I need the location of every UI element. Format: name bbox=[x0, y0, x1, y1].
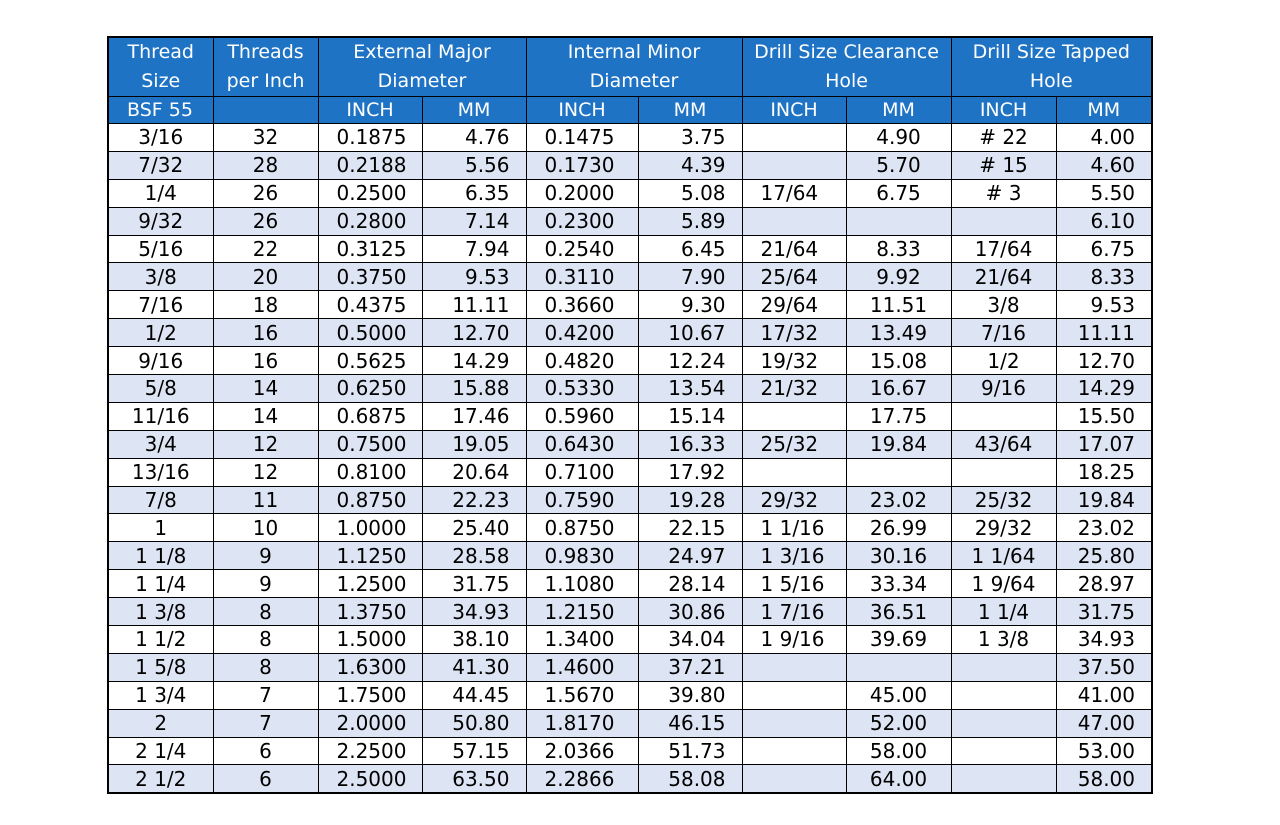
cell-clearance-mm: 4.90 bbox=[846, 124, 951, 152]
header-internal-minor bbox=[526, 37, 742, 97]
cell-thread-size: 1 1/2 bbox=[108, 626, 213, 654]
table-header bbox=[108, 37, 1152, 124]
cell-external-mm: 11.11 bbox=[422, 291, 526, 319]
table-row bbox=[108, 598, 1152, 626]
cell-thread-size: 1 3/4 bbox=[108, 681, 213, 709]
table-row bbox=[108, 347, 1152, 375]
cell-tpi: 6 bbox=[213, 737, 318, 765]
cell-internal-mm: 7.90 bbox=[638, 263, 742, 291]
table-row bbox=[108, 681, 1152, 709]
cell-external-mm: 63.50 bbox=[422, 765, 526, 793]
table-row bbox=[108, 124, 1152, 152]
cell-tapped-mm: 37.50 bbox=[1056, 653, 1152, 681]
cell-external-mm: 14.29 bbox=[422, 347, 526, 375]
cell-tapped-inch: # 15 bbox=[951, 151, 1056, 179]
cell-internal-inch: 0.6430 bbox=[526, 430, 638, 458]
cell-external-mm: 57.15 bbox=[422, 737, 526, 765]
cell-clearance-inch: 29/32 bbox=[742, 486, 846, 514]
table-row bbox=[108, 570, 1152, 598]
table-row bbox=[108, 179, 1152, 207]
cell-internal-inch: 2.0366 bbox=[526, 737, 638, 765]
cell-clearance-mm: 17.75 bbox=[846, 402, 951, 430]
cell-internal-inch: 1.3400 bbox=[526, 626, 638, 654]
header-tpi-line2: per Inch bbox=[226, 70, 305, 92]
cell-tapped-inch: 7/16 bbox=[951, 319, 1056, 347]
cell-internal-inch: 2.2866 bbox=[526, 765, 638, 793]
cell-clearance-inch bbox=[742, 709, 846, 737]
cell-clearance-inch: 1 9/16 bbox=[742, 626, 846, 654]
cell-external-inch: 1.7500 bbox=[318, 681, 422, 709]
cell-tapped-inch bbox=[951, 458, 1056, 486]
cell-clearance-inch: 21/32 bbox=[742, 375, 846, 403]
table-row bbox=[108, 263, 1152, 291]
header-external-major-line2: Diameter bbox=[377, 70, 467, 92]
cell-internal-inch: 1.4600 bbox=[526, 653, 638, 681]
cell-internal-inch: 0.1475 bbox=[526, 124, 638, 152]
cell-tapped-inch: 1 1/64 bbox=[951, 542, 1056, 570]
cell-tapped-inch: 17/64 bbox=[951, 235, 1056, 263]
cell-external-inch: 1.0000 bbox=[318, 514, 422, 542]
header-drill-clearance bbox=[742, 37, 951, 97]
cell-thread-size: 1/4 bbox=[108, 179, 213, 207]
cell-tapped-inch: 1 9/64 bbox=[951, 570, 1056, 598]
cell-clearance-inch: 29/64 bbox=[742, 291, 846, 319]
table-row bbox=[108, 514, 1152, 542]
cell-tapped-inch bbox=[951, 765, 1056, 793]
cell-tpi: 18 bbox=[213, 291, 318, 319]
cell-tapped-mm: 18.25 bbox=[1056, 458, 1152, 486]
cell-thread-size: 13/16 bbox=[108, 458, 213, 486]
cell-clearance-mm: 33.34 bbox=[846, 570, 951, 598]
table-row bbox=[108, 235, 1152, 263]
cell-external-inch: 1.1250 bbox=[318, 542, 422, 570]
cell-internal-inch: 0.7590 bbox=[526, 486, 638, 514]
cell-clearance-inch: 1 3/16 bbox=[742, 542, 846, 570]
cell-external-mm: 17.46 bbox=[422, 402, 526, 430]
cell-clearance-mm: 64.00 bbox=[846, 765, 951, 793]
cell-tapped-mm: 34.93 bbox=[1056, 626, 1152, 654]
cell-clearance-mm bbox=[846, 653, 951, 681]
header-external-major bbox=[318, 37, 526, 97]
cell-tapped-mm: 12.70 bbox=[1056, 347, 1152, 375]
cell-internal-inch: 0.2000 bbox=[526, 179, 638, 207]
header-drill-clearance-line2: Hole bbox=[825, 70, 868, 92]
cell-internal-mm: 16.33 bbox=[638, 430, 742, 458]
cell-clearance-inch: 19/32 bbox=[742, 347, 846, 375]
cell-tapped-mm: 23.02 bbox=[1056, 514, 1152, 542]
cell-thread-size: 1 bbox=[108, 514, 213, 542]
cell-clearance-inch bbox=[742, 458, 846, 486]
cell-internal-inch: 0.5330 bbox=[526, 375, 638, 403]
cell-external-mm: 22.23 bbox=[422, 486, 526, 514]
cell-tpi: 7 bbox=[213, 709, 318, 737]
cell-thread-size: 1 3/8 bbox=[108, 598, 213, 626]
cell-clearance-mm: 5.70 bbox=[846, 151, 951, 179]
cell-external-inch: 0.5625 bbox=[318, 347, 422, 375]
cell-tapped-inch bbox=[951, 681, 1056, 709]
cell-clearance-inch bbox=[742, 681, 846, 709]
cell-tpi: 14 bbox=[213, 402, 318, 430]
cell-clearance-mm: 23.02 bbox=[846, 486, 951, 514]
cell-internal-mm: 13.54 bbox=[638, 375, 742, 403]
cell-tpi: 7 bbox=[213, 681, 318, 709]
cell-internal-mm: 39.80 bbox=[638, 681, 742, 709]
cell-tapped-mm: 11.11 bbox=[1056, 319, 1152, 347]
table-row bbox=[108, 402, 1152, 430]
cell-thread-size: 1 1/4 bbox=[108, 570, 213, 598]
subheader-tapped-mm: MM bbox=[1056, 97, 1152, 124]
cell-external-mm: 19.05 bbox=[422, 430, 526, 458]
cell-external-mm: 12.70 bbox=[422, 319, 526, 347]
cell-tapped-mm: 4.60 bbox=[1056, 151, 1152, 179]
cell-clearance-mm: 58.00 bbox=[846, 737, 951, 765]
cell-thread-size: 11/16 bbox=[108, 402, 213, 430]
cell-tpi: 32 bbox=[213, 124, 318, 152]
cell-tpi: 12 bbox=[213, 458, 318, 486]
cell-tapped-inch bbox=[951, 402, 1056, 430]
subheader-internal-inch: INCH bbox=[526, 97, 638, 124]
cell-internal-mm: 15.14 bbox=[638, 402, 742, 430]
table-row bbox=[108, 151, 1152, 179]
cell-thread-size: 3/4 bbox=[108, 430, 213, 458]
cell-thread-size: 2 bbox=[108, 709, 213, 737]
cell-tapped-mm: 9.53 bbox=[1056, 291, 1152, 319]
cell-thread-size: 7/32 bbox=[108, 151, 213, 179]
table-row bbox=[108, 458, 1152, 486]
header-drill-tapped-line2: Hole bbox=[1029, 70, 1073, 92]
cell-thread-size: 3/8 bbox=[108, 263, 213, 291]
cell-thread-size: 7/8 bbox=[108, 486, 213, 514]
header-drill-tapped bbox=[951, 37, 1152, 97]
cell-tpi: 16 bbox=[213, 347, 318, 375]
cell-tapped-mm: 28.97 bbox=[1056, 570, 1152, 598]
subheader-external-inch: INCH bbox=[318, 97, 422, 124]
cell-tapped-mm: 19.84 bbox=[1056, 486, 1152, 514]
cell-clearance-inch bbox=[742, 402, 846, 430]
cell-thread-size: 3/16 bbox=[108, 124, 213, 152]
cell-internal-inch: 0.1730 bbox=[526, 151, 638, 179]
header-tpi bbox=[213, 37, 318, 97]
cell-thread-size: 5/8 bbox=[108, 375, 213, 403]
cell-tapped-inch: 43/64 bbox=[951, 430, 1056, 458]
cell-thread-size: 1 1/8 bbox=[108, 542, 213, 570]
subheader-standard: BSF 55 bbox=[108, 97, 213, 124]
cell-external-inch: 0.8750 bbox=[318, 486, 422, 514]
cell-tapped-mm: 25.80 bbox=[1056, 542, 1152, 570]
cell-external-mm: 44.45 bbox=[422, 681, 526, 709]
cell-clearance-mm: 26.99 bbox=[846, 514, 951, 542]
cell-clearance-mm: 6.75 bbox=[846, 179, 951, 207]
cell-clearance-inch bbox=[742, 737, 846, 765]
cell-external-inch: 0.3750 bbox=[318, 263, 422, 291]
cell-internal-mm: 34.04 bbox=[638, 626, 742, 654]
cell-internal-inch: 0.7100 bbox=[526, 458, 638, 486]
table-row bbox=[108, 653, 1152, 681]
cell-clearance-mm: 39.69 bbox=[846, 626, 951, 654]
cell-tapped-mm: 58.00 bbox=[1056, 765, 1152, 793]
cell-internal-mm: 19.28 bbox=[638, 486, 742, 514]
cell-internal-inch: 0.4200 bbox=[526, 319, 638, 347]
cell-external-inch: 2.0000 bbox=[318, 709, 422, 737]
cell-internal-mm: 24.97 bbox=[638, 542, 742, 570]
cell-tapped-inch bbox=[951, 653, 1056, 681]
cell-external-mm: 34.93 bbox=[422, 598, 526, 626]
cell-clearance-inch: 1 5/16 bbox=[742, 570, 846, 598]
cell-tpi: 22 bbox=[213, 235, 318, 263]
table-row bbox=[108, 486, 1152, 514]
header-internal-minor-line2: Diameter bbox=[589, 70, 679, 92]
cell-clearance-inch: 17/32 bbox=[742, 319, 846, 347]
header-external-major-line1: External Major bbox=[353, 41, 491, 63]
cell-tapped-inch: # 22 bbox=[951, 124, 1056, 152]
cell-internal-inch: 0.5960 bbox=[526, 402, 638, 430]
cell-internal-mm: 17.92 bbox=[638, 458, 742, 486]
table-row bbox=[108, 542, 1152, 570]
header-internal-minor-line1: Internal Minor bbox=[567, 41, 701, 63]
table-row bbox=[108, 626, 1152, 654]
cell-internal-mm: 37.21 bbox=[638, 653, 742, 681]
cell-clearance-mm: 16.67 bbox=[846, 375, 951, 403]
cell-internal-mm: 4.39 bbox=[638, 151, 742, 179]
cell-external-mm: 38.10 bbox=[422, 626, 526, 654]
header-drill-clearance-line1: Drill Size Clearance bbox=[754, 41, 939, 63]
cell-external-mm: 7.14 bbox=[422, 207, 526, 235]
cell-tapped-inch: 25/32 bbox=[951, 486, 1056, 514]
subheader-external-mm: MM bbox=[422, 97, 526, 124]
cell-tapped-inch bbox=[951, 709, 1056, 737]
subheader-tapped-inch: INCH bbox=[951, 97, 1056, 124]
cell-tpi: 11 bbox=[213, 486, 318, 514]
cell-external-mm: 7.94 bbox=[422, 235, 526, 263]
table-row bbox=[108, 709, 1152, 737]
cell-external-mm: 15.88 bbox=[422, 375, 526, 403]
cell-external-mm: 50.80 bbox=[422, 709, 526, 737]
cell-tpi: 8 bbox=[213, 598, 318, 626]
table-row bbox=[108, 375, 1152, 403]
cell-tpi: 16 bbox=[213, 319, 318, 347]
cell-internal-inch: 1.5670 bbox=[526, 681, 638, 709]
header-tpi-line1: Threads bbox=[227, 41, 304, 63]
cell-tpi: 12 bbox=[213, 430, 318, 458]
subheader-row bbox=[108, 97, 1152, 124]
cell-external-mm: 4.76 bbox=[422, 124, 526, 152]
cell-clearance-inch bbox=[742, 653, 846, 681]
cell-internal-mm: 22.15 bbox=[638, 514, 742, 542]
table-row bbox=[108, 291, 1152, 319]
cell-external-inch: 1.6300 bbox=[318, 653, 422, 681]
cell-tapped-inch: # 3 bbox=[951, 179, 1056, 207]
cell-internal-mm: 51.73 bbox=[638, 737, 742, 765]
header-row bbox=[108, 37, 1152, 97]
cell-internal-inch: 0.3660 bbox=[526, 291, 638, 319]
cell-tapped-mm: 41.00 bbox=[1056, 681, 1152, 709]
cell-tpi: 8 bbox=[213, 653, 318, 681]
cell-external-mm: 20.64 bbox=[422, 458, 526, 486]
cell-tapped-mm: 6.10 bbox=[1056, 207, 1152, 235]
cell-external-inch: 0.1875 bbox=[318, 124, 422, 152]
cell-tpi: 9 bbox=[213, 542, 318, 570]
cell-external-inch: 0.2188 bbox=[318, 151, 422, 179]
cell-clearance-mm: 19.84 bbox=[846, 430, 951, 458]
cell-clearance-mm bbox=[846, 458, 951, 486]
cell-tpi: 20 bbox=[213, 263, 318, 291]
cell-internal-mm: 6.45 bbox=[638, 235, 742, 263]
cell-clearance-inch: 25/64 bbox=[742, 263, 846, 291]
cell-tapped-inch: 21/64 bbox=[951, 263, 1056, 291]
cell-internal-mm: 9.30 bbox=[638, 291, 742, 319]
cell-thread-size: 7/16 bbox=[108, 291, 213, 319]
cell-external-mm: 41.30 bbox=[422, 653, 526, 681]
cell-internal-inch: 0.3110 bbox=[526, 263, 638, 291]
subheader-internal-mm: MM bbox=[638, 97, 742, 124]
cell-thread-size: 1/2 bbox=[108, 319, 213, 347]
bsf-thread-table bbox=[107, 36, 1153, 794]
cell-internal-inch: 0.2540 bbox=[526, 235, 638, 263]
cell-external-inch: 2.5000 bbox=[318, 765, 422, 793]
header-thread-size-line2: Size bbox=[141, 70, 181, 92]
cell-tpi: 28 bbox=[213, 151, 318, 179]
cell-thread-size: 2 1/2 bbox=[108, 765, 213, 793]
cell-tapped-mm: 47.00 bbox=[1056, 709, 1152, 737]
cell-clearance-inch bbox=[742, 765, 846, 793]
cell-clearance-mm: 13.49 bbox=[846, 319, 951, 347]
cell-external-inch: 2.2500 bbox=[318, 737, 422, 765]
header-thread-size-line1: Thread bbox=[127, 41, 194, 63]
cell-internal-mm: 5.08 bbox=[638, 179, 742, 207]
cell-internal-mm: 58.08 bbox=[638, 765, 742, 793]
cell-clearance-mm bbox=[846, 207, 951, 235]
cell-tapped-inch bbox=[951, 737, 1056, 765]
cell-internal-inch: 0.4820 bbox=[526, 347, 638, 375]
cell-clearance-inch bbox=[742, 151, 846, 179]
cell-external-inch: 1.3750 bbox=[318, 598, 422, 626]
cell-external-inch: 0.2500 bbox=[318, 179, 422, 207]
cell-external-mm: 28.58 bbox=[422, 542, 526, 570]
cell-clearance-mm: 8.33 bbox=[846, 235, 951, 263]
cell-tapped-mm: 31.75 bbox=[1056, 598, 1152, 626]
cell-external-mm: 6.35 bbox=[422, 179, 526, 207]
cell-tapped-mm: 5.50 bbox=[1056, 179, 1152, 207]
cell-clearance-mm: 9.92 bbox=[846, 263, 951, 291]
cell-internal-mm: 12.24 bbox=[638, 347, 742, 375]
cell-internal-inch: 1.2150 bbox=[526, 598, 638, 626]
cell-tapped-inch: 29/32 bbox=[951, 514, 1056, 542]
cell-tapped-inch bbox=[951, 207, 1056, 235]
cell-tapped-inch: 9/16 bbox=[951, 375, 1056, 403]
cell-external-inch: 0.6875 bbox=[318, 402, 422, 430]
cell-thread-size: 9/32 bbox=[108, 207, 213, 235]
cell-thread-size: 5/16 bbox=[108, 235, 213, 263]
header-drill-tapped-line1: Drill Size Tapped bbox=[972, 41, 1130, 63]
cell-clearance-mm: 52.00 bbox=[846, 709, 951, 737]
cell-external-inch: 1.2500 bbox=[318, 570, 422, 598]
cell-tpi: 26 bbox=[213, 207, 318, 235]
header-thread-size bbox=[108, 37, 213, 97]
cell-tpi: 26 bbox=[213, 179, 318, 207]
cell-tapped-mm: 4.00 bbox=[1056, 124, 1152, 152]
cell-external-mm: 25.40 bbox=[422, 514, 526, 542]
cell-internal-inch: 0.9830 bbox=[526, 542, 638, 570]
cell-internal-mm: 3.75 bbox=[638, 124, 742, 152]
cell-internal-mm: 28.14 bbox=[638, 570, 742, 598]
cell-thread-size: 9/16 bbox=[108, 347, 213, 375]
table-row bbox=[108, 737, 1152, 765]
table-row bbox=[108, 207, 1152, 235]
subheader-clearance-mm: MM bbox=[846, 97, 951, 124]
cell-tapped-mm: 15.50 bbox=[1056, 402, 1152, 430]
cell-thread-size: 1 5/8 bbox=[108, 653, 213, 681]
cell-tapped-mm: 14.29 bbox=[1056, 375, 1152, 403]
cell-tpi: 9 bbox=[213, 570, 318, 598]
cell-tapped-mm: 17.07 bbox=[1056, 430, 1152, 458]
cell-external-inch: 0.3125 bbox=[318, 235, 422, 263]
cell-clearance-inch: 1 7/16 bbox=[742, 598, 846, 626]
cell-external-inch: 0.2800 bbox=[318, 207, 422, 235]
cell-tpi: 8 bbox=[213, 626, 318, 654]
cell-external-inch: 0.8100 bbox=[318, 458, 422, 486]
cell-tapped-inch: 3/8 bbox=[951, 291, 1056, 319]
table-row bbox=[108, 319, 1152, 347]
subheader-clearance-inch: INCH bbox=[742, 97, 846, 124]
cell-clearance-inch: 17/64 bbox=[742, 179, 846, 207]
subheader-blank bbox=[213, 97, 318, 124]
cell-external-inch: 0.5000 bbox=[318, 319, 422, 347]
cell-external-inch: 0.4375 bbox=[318, 291, 422, 319]
cell-external-mm: 5.56 bbox=[422, 151, 526, 179]
cell-internal-inch: 1.8170 bbox=[526, 709, 638, 737]
cell-external-inch: 1.5000 bbox=[318, 626, 422, 654]
cell-clearance-inch: 1 1/16 bbox=[742, 514, 846, 542]
cell-tpi: 6 bbox=[213, 765, 318, 793]
cell-internal-mm: 30.86 bbox=[638, 598, 742, 626]
cell-internal-inch: 0.8750 bbox=[526, 514, 638, 542]
cell-internal-inch: 0.2300 bbox=[526, 207, 638, 235]
cell-internal-mm: 10.67 bbox=[638, 319, 742, 347]
cell-internal-inch: 1.1080 bbox=[526, 570, 638, 598]
cell-tapped-inch: 1 3/8 bbox=[951, 626, 1056, 654]
cell-external-mm: 31.75 bbox=[422, 570, 526, 598]
cell-clearance-inch: 21/64 bbox=[742, 235, 846, 263]
cell-clearance-inch bbox=[742, 207, 846, 235]
cell-clearance-mm: 11.51 bbox=[846, 291, 951, 319]
cell-external-inch: 0.6250 bbox=[318, 375, 422, 403]
cell-internal-mm: 5.89 bbox=[638, 207, 742, 235]
cell-external-inch: 0.7500 bbox=[318, 430, 422, 458]
cell-tapped-mm: 53.00 bbox=[1056, 737, 1152, 765]
cell-thread-size: 2 1/4 bbox=[108, 737, 213, 765]
cell-clearance-mm: 45.00 bbox=[846, 681, 951, 709]
cell-tapped-mm: 6.75 bbox=[1056, 235, 1152, 263]
cell-tpi: 10 bbox=[213, 514, 318, 542]
cell-tapped-mm: 8.33 bbox=[1056, 263, 1152, 291]
cell-clearance-inch bbox=[742, 124, 846, 152]
cell-tapped-inch: 1 1/4 bbox=[951, 598, 1056, 626]
table-body bbox=[108, 124, 1152, 794]
table-row bbox=[108, 430, 1152, 458]
cell-external-mm: 9.53 bbox=[422, 263, 526, 291]
cell-clearance-mm: 36.51 bbox=[846, 598, 951, 626]
table-row bbox=[108, 765, 1152, 793]
cell-internal-mm: 46.15 bbox=[638, 709, 742, 737]
cell-clearance-mm: 30.16 bbox=[846, 542, 951, 570]
cell-clearance-mm: 15.08 bbox=[846, 347, 951, 375]
cell-tpi: 14 bbox=[213, 375, 318, 403]
cell-tapped-inch: 1/2 bbox=[951, 347, 1056, 375]
cell-clearance-inch: 25/32 bbox=[742, 430, 846, 458]
